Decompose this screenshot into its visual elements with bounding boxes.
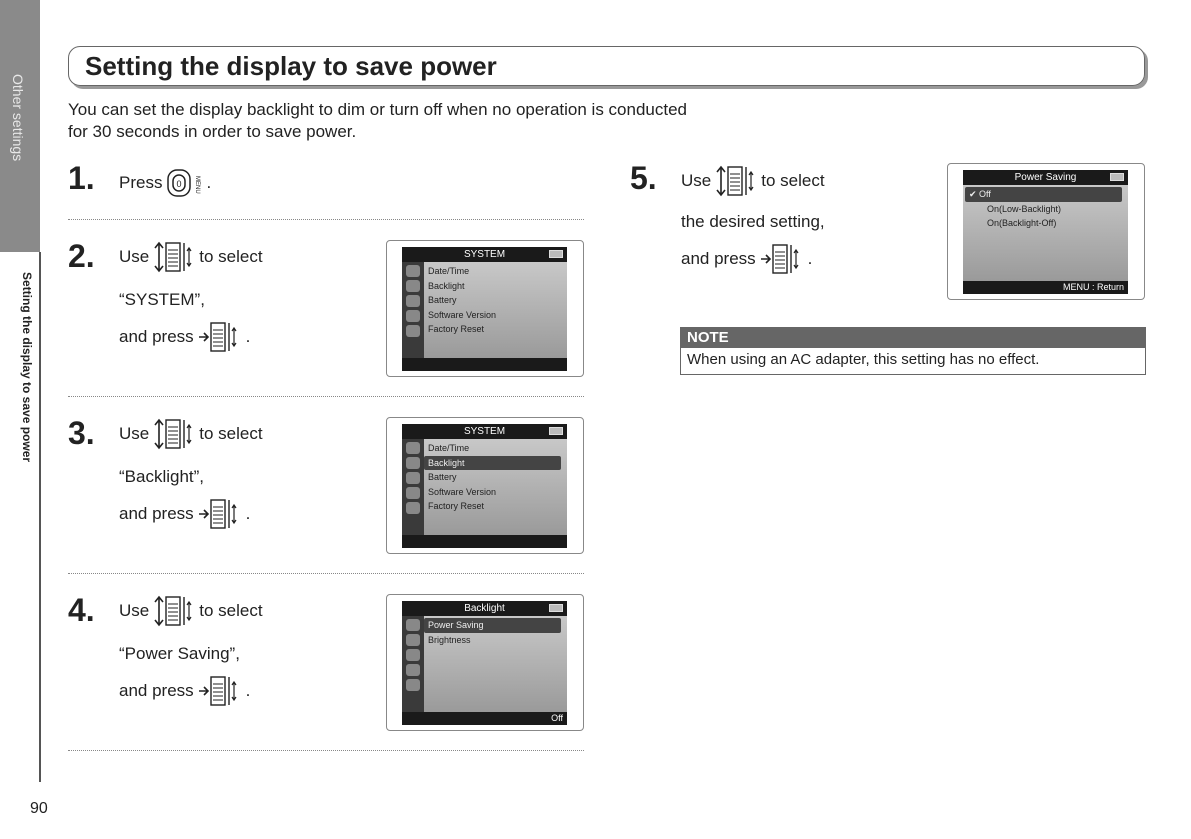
step-text: . <box>206 173 212 192</box>
menu-item: Factory Reset <box>428 324 485 334</box>
menu-icon-column <box>402 616 424 712</box>
step-5-line-3 <box>681 242 812 276</box>
battery-icon <box>1110 173 1124 181</box>
section-tab-label: Other settings <box>10 74 26 162</box>
menu-item: On(Backlight-Off) <box>987 218 1057 228</box>
step-divider <box>68 750 584 751</box>
step-text: Press <box>119 173 163 192</box>
step-text: to select <box>761 171 825 190</box>
subsection-label: Setting the display to save power <box>20 272 34 463</box>
menu-item: Software Version <box>428 309 497 320</box>
screen-footer: Off <box>402 712 567 725</box>
lcd <box>402 247 567 371</box>
device-screen <box>386 417 584 554</box>
battery-icon <box>549 427 563 435</box>
play-icon <box>406 457 420 469</box>
step-1-line <box>119 166 211 200</box>
menu-item-selected: Power Saving <box>424 618 561 633</box>
lcd <box>402 424 567 548</box>
file-icon <box>406 472 420 484</box>
step-text: “Power Saving”, <box>119 644 240 663</box>
menu-icon-column <box>402 439 424 535</box>
menu-item: Backlight <box>428 280 465 291</box>
settings-icon <box>406 487 420 499</box>
step-5 <box>630 160 930 290</box>
menu-list <box>965 187 1122 231</box>
intro-line-1: You can set the display backlight to dim or turn off when no operation is conducted <box>68 100 688 119</box>
step-text: Use <box>119 424 150 443</box>
press-wheel-icon <box>198 497 242 531</box>
menu-item: On(Low-Backlight) <box>987 203 1062 214</box>
svg-text:0: 0 <box>176 179 182 189</box>
step-text: Use <box>681 171 712 190</box>
step-text: “Backlight”, <box>119 467 205 486</box>
step-4-line-3 <box>119 674 250 708</box>
menu-icon-column <box>402 262 424 358</box>
step-2-line-1 <box>119 240 263 274</box>
record-icon <box>406 442 420 454</box>
step-text: “SYSTEM”, <box>119 290 205 309</box>
step-text: Use <box>119 247 150 266</box>
lcd <box>402 601 567 725</box>
step-number: 4. <box>68 592 95 628</box>
menu-list <box>424 441 561 514</box>
note-text: When using an AC adapter, this setting has no effect. <box>687 351 1040 368</box>
menu-item: Brightness <box>428 634 471 645</box>
page-title: Setting the display to save power <box>85 51 497 81</box>
screen-footer: MENU : Return <box>963 281 1128 294</box>
step-3-line-3 <box>119 497 250 531</box>
menu-item: Battery <box>428 295 457 305</box>
step-text: to select <box>199 424 263 443</box>
battery-icon <box>549 604 563 612</box>
step-text: the desired setting, <box>681 212 825 231</box>
play-icon <box>406 634 420 646</box>
step-2-line-3 <box>119 320 250 354</box>
step-text: . <box>245 327 251 346</box>
device-screen <box>386 594 584 731</box>
menu-list <box>424 618 561 647</box>
press-wheel-icon <box>198 674 242 708</box>
menu-item: Factory Reset <box>428 501 485 511</box>
file-icon <box>406 649 420 661</box>
step-divider <box>68 219 584 220</box>
settings-icon <box>406 265 420 277</box>
menu-item: Software Version <box>428 486 497 497</box>
menu-button-icon <box>166 166 202 200</box>
step-4-line-1 <box>119 594 263 628</box>
step-divider <box>68 573 584 574</box>
step-text: . <box>245 681 251 700</box>
globe-icon <box>406 295 420 307</box>
screen-title: Backlight <box>402 601 567 616</box>
settings-icon <box>406 664 420 676</box>
scroll-wheel-icon <box>153 417 195 451</box>
step-1 <box>68 160 584 216</box>
step-text: . <box>245 504 251 523</box>
usb-icon <box>406 325 420 337</box>
step-text: to select <box>199 601 263 620</box>
step-number: 1. <box>68 160 95 196</box>
title-box <box>68 46 1145 86</box>
gear-icon <box>406 280 420 292</box>
battery-icon <box>549 250 563 258</box>
press-wheel-icon <box>760 242 804 276</box>
step-text: to select <box>199 247 263 266</box>
gear-icon <box>406 502 420 514</box>
step-text: and press <box>119 504 194 523</box>
section-tab <box>0 0 40 252</box>
note-heading: NOTE <box>681 328 1145 348</box>
step-text: and press <box>119 681 194 700</box>
step-number: 5. <box>630 160 657 196</box>
menu-item-selected: Backlight <box>424 456 561 471</box>
press-wheel-icon <box>198 320 242 354</box>
screen-title: SYSTEM <box>402 424 567 439</box>
screen-footer <box>402 535 567 548</box>
step-number: 2. <box>68 238 95 274</box>
step-divider <box>68 396 584 397</box>
step-text: and press <box>681 249 756 268</box>
menu-list <box>424 264 561 337</box>
step-text: and press <box>119 327 194 346</box>
step-5-line-1 <box>681 164 825 198</box>
note-box <box>680 327 1146 375</box>
step-text: . <box>807 249 813 268</box>
sd-card-icon <box>406 310 420 322</box>
scroll-wheel-icon <box>153 240 195 274</box>
svg-text:MENU: MENU <box>194 176 201 194</box>
screen-title: SYSTEM <box>402 247 567 262</box>
screen-title: Power Saving <box>963 170 1128 185</box>
step-text: Use <box>119 601 150 620</box>
screen-footer <box>402 358 567 371</box>
gear-icon <box>406 679 420 691</box>
step-3-line-1 <box>119 417 263 451</box>
side-divider <box>39 252 41 782</box>
device-screen <box>386 240 584 377</box>
step-number: 3. <box>68 415 95 451</box>
intro-line-2: for 30 seconds in order to save power. <box>68 122 357 141</box>
menu-item-selected: ✔ Off <box>965 187 1122 202</box>
page-number: 90 <box>30 800 48 817</box>
scroll-wheel-icon <box>153 594 195 628</box>
menu-item: Date/Time <box>428 443 470 453</box>
menu-item: Battery <box>428 472 457 482</box>
device-screen <box>947 163 1145 300</box>
menu-item: Date/Time <box>428 266 470 276</box>
lcd <box>963 170 1128 294</box>
intro-text <box>68 99 687 143</box>
scroll-wheel-icon <box>715 164 757 198</box>
record-icon <box>406 619 420 631</box>
